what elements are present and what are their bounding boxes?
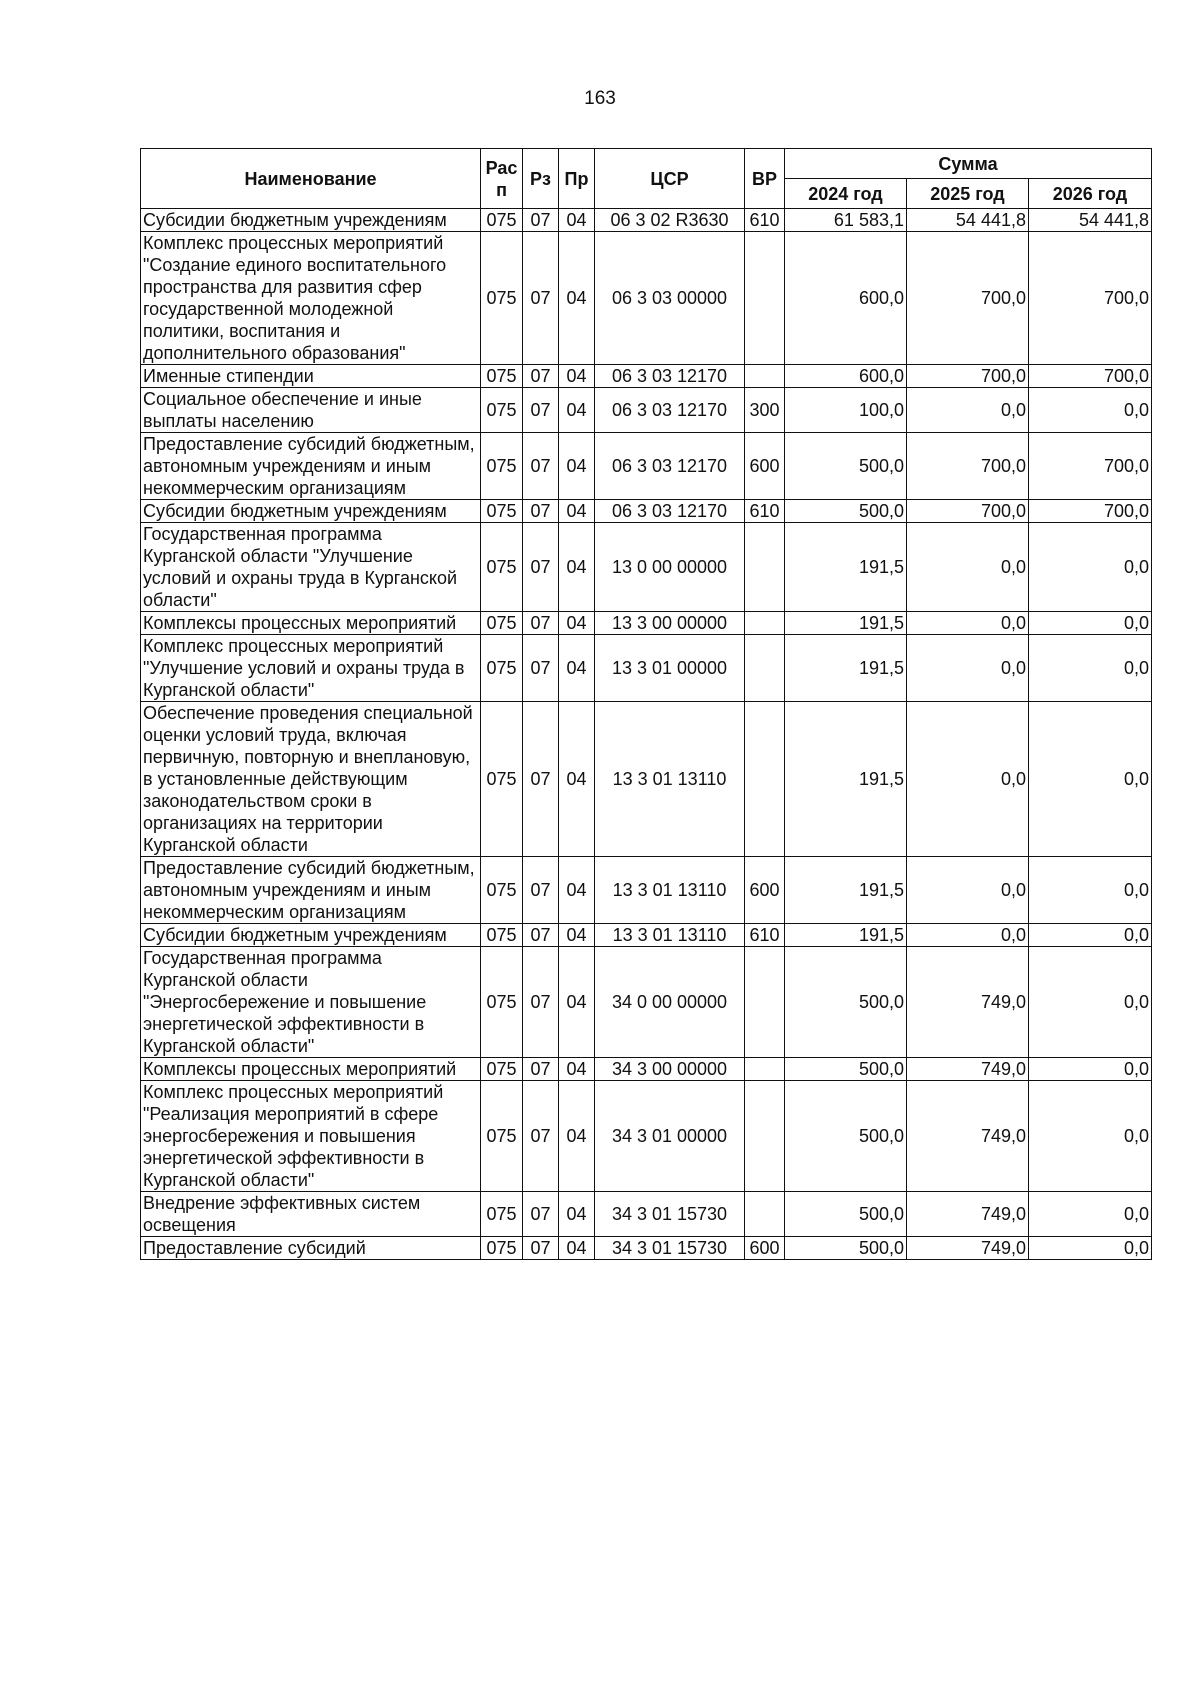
table-row [141, 635, 1152, 702]
row-pr: 04 [559, 232, 595, 365]
table-header [141, 149, 1152, 209]
row-name: Комплексы процессных мероприятий [141, 1058, 481, 1081]
row-rasp: 075 [481, 209, 523, 232]
row-rasp: 075 [481, 523, 523, 612]
row-sum-2026: 0,0 [1029, 947, 1152, 1058]
header-rz: Рз [523, 149, 559, 209]
row-rasp: 075 [481, 924, 523, 947]
row-sum-2026: 0,0 [1029, 1058, 1152, 1081]
row-csr: 06 3 03 12170 [595, 388, 745, 433]
header-2024: 2024 год [785, 179, 907, 209]
budget-table [140, 148, 1152, 1260]
row-sum-2025: 749,0 [907, 1237, 1029, 1260]
row-name: Государственная программа Курганской области "Улучшение условий и охраны труда в Курганской области" [141, 523, 481, 612]
row-vr: 600 [745, 1237, 785, 1260]
row-name: Комплекс процессных мероприятий "Реализация мероприятий в сфере энергосбережения и повышения энергетической эффективности в Курганской области" [141, 1081, 481, 1192]
row-name: Предоставление субсидий бюджетным, автономным учреждениям и иным некоммерческим организациям [141, 857, 481, 924]
table-row [141, 500, 1152, 523]
row-sum-2026: 0,0 [1029, 612, 1152, 635]
row-rz: 07 [523, 209, 559, 232]
row-sum-2024: 500,0 [785, 1192, 907, 1237]
row-sum-2024: 500,0 [785, 433, 907, 500]
row-sum-2026: 0,0 [1029, 702, 1152, 857]
page-number: 163 [584, 88, 616, 109]
row-rasp: 075 [481, 947, 523, 1058]
row-pr: 04 [559, 523, 595, 612]
table-row [141, 433, 1152, 500]
row-sum-2024: 191,5 [785, 924, 907, 947]
row-pr: 04 [559, 612, 595, 635]
row-rz: 07 [523, 924, 559, 947]
row-rz: 07 [523, 1081, 559, 1192]
row-vr [745, 1081, 785, 1192]
row-csr: 13 3 01 00000 [595, 635, 745, 702]
row-name: Обеспечение проведения специальной оценки условий труда, включая первичную, повторную и внеплановую, в установленные действующим законодательством сроки в организациях на территории Курганской области [141, 702, 481, 857]
row-sum-2025: 0,0 [907, 924, 1029, 947]
row-csr: 06 3 03 12170 [595, 433, 745, 500]
row-sum-2025: 0,0 [907, 635, 1029, 702]
header-csr: ЦСР [595, 149, 745, 209]
row-sum-2026: 700,0 [1029, 232, 1152, 365]
row-csr: 34 3 01 15730 [595, 1237, 745, 1260]
row-rasp: 075 [481, 232, 523, 365]
row-sum-2024: 600,0 [785, 232, 907, 365]
table-row [141, 612, 1152, 635]
row-rz: 07 [523, 232, 559, 365]
row-pr: 04 [559, 500, 595, 523]
header-rasp: Рас п [481, 149, 523, 209]
table-row [141, 924, 1152, 947]
row-pr: 04 [559, 433, 595, 500]
row-rz: 07 [523, 523, 559, 612]
row-vr [745, 365, 785, 388]
row-csr: 13 0 00 00000 [595, 523, 745, 612]
row-sum-2025: 700,0 [907, 433, 1029, 500]
row-pr: 04 [559, 857, 595, 924]
row-vr [745, 702, 785, 857]
row-sum-2024: 500,0 [785, 1237, 907, 1260]
table-row [141, 232, 1152, 365]
row-csr: 06 3 03 00000 [595, 232, 745, 365]
row-pr: 04 [559, 1237, 595, 1260]
row-csr: 13 3 00 00000 [595, 612, 745, 635]
header-sum: Сумма [785, 149, 1152, 179]
row-sum-2026: 700,0 [1029, 433, 1152, 500]
row-vr [745, 523, 785, 612]
row-pr: 04 [559, 365, 595, 388]
row-sum-2026: 0,0 [1029, 1192, 1152, 1237]
row-pr: 04 [559, 1081, 595, 1192]
row-rz: 07 [523, 1192, 559, 1237]
row-pr: 04 [559, 635, 595, 702]
row-csr: 06 3 02 R3630 [595, 209, 745, 232]
row-vr [745, 612, 785, 635]
row-sum-2024: 500,0 [785, 947, 907, 1058]
row-rasp: 075 [481, 1192, 523, 1237]
row-sum-2026: 0,0 [1029, 388, 1152, 433]
row-vr [745, 635, 785, 702]
row-rz: 07 [523, 365, 559, 388]
row-rasp: 075 [481, 1058, 523, 1081]
row-sum-2025: 749,0 [907, 1058, 1029, 1081]
row-sum-2024: 500,0 [785, 1058, 907, 1081]
row-pr: 04 [559, 947, 595, 1058]
row-sum-2026: 700,0 [1029, 365, 1152, 388]
table-row [141, 857, 1152, 924]
row-sum-2025: 0,0 [907, 388, 1029, 433]
row-name: Комплексы процессных мероприятий [141, 612, 481, 635]
table-row [141, 1192, 1152, 1237]
row-name: Предоставление субсидий [141, 1237, 481, 1260]
row-vr [745, 1058, 785, 1081]
row-sum-2024: 100,0 [785, 388, 907, 433]
row-vr: 610 [745, 500, 785, 523]
table-row [141, 702, 1152, 857]
row-vr: 610 [745, 924, 785, 947]
row-name: Субсидии бюджетным учреждениям [141, 209, 481, 232]
row-sum-2024: 191,5 [785, 702, 907, 857]
row-name: Комплекс процессных мероприятий "Создание единого воспитательного пространства для развития сфер государственной молодежной политики, воспитания и дополнительного образования" [141, 232, 481, 365]
row-sum-2025: 0,0 [907, 523, 1029, 612]
row-sum-2025: 54 441,8 [907, 209, 1029, 232]
table-row [141, 209, 1152, 232]
table-row [141, 365, 1152, 388]
row-sum-2025: 0,0 [907, 702, 1029, 857]
row-pr: 04 [559, 209, 595, 232]
row-name: Государственная программа Курганской области "Энергосбережение и повышение энергетической эффективности в Курганской области" [141, 947, 481, 1058]
row-name: Именные стипендии [141, 365, 481, 388]
row-rz: 07 [523, 1237, 559, 1260]
row-vr [745, 232, 785, 365]
row-csr: 13 3 01 13110 [595, 857, 745, 924]
row-sum-2025: 749,0 [907, 947, 1029, 1058]
row-name: Социальное обеспечение и иные выплаты населению [141, 388, 481, 433]
row-rasp: 075 [481, 365, 523, 388]
row-rasp: 075 [481, 702, 523, 857]
row-vr [745, 947, 785, 1058]
row-pr: 04 [559, 1192, 595, 1237]
row-vr [745, 1192, 785, 1237]
row-sum-2026: 0,0 [1029, 1237, 1152, 1260]
row-rasp: 075 [481, 1237, 523, 1260]
row-vr: 600 [745, 857, 785, 924]
row-rz: 07 [523, 433, 559, 500]
row-sum-2024: 191,5 [785, 523, 907, 612]
row-rz: 07 [523, 612, 559, 635]
row-csr: 13 3 01 13110 [595, 702, 745, 857]
row-rz: 07 [523, 857, 559, 924]
row-sum-2024: 191,5 [785, 612, 907, 635]
row-sum-2024: 600,0 [785, 365, 907, 388]
row-rasp: 075 [481, 433, 523, 500]
row-rz: 07 [523, 1058, 559, 1081]
row-rasp: 075 [481, 857, 523, 924]
row-sum-2026: 0,0 [1029, 1081, 1152, 1192]
header-pr: Пр [559, 149, 595, 209]
row-sum-2026: 0,0 [1029, 924, 1152, 947]
row-name: Внедрение эффективных систем освещения [141, 1192, 481, 1237]
row-sum-2025: 749,0 [907, 1192, 1029, 1237]
row-rasp: 075 [481, 635, 523, 702]
header-2025: 2025 год [907, 179, 1029, 209]
row-sum-2024: 191,5 [785, 635, 907, 702]
header-name: Наименование [141, 149, 481, 209]
header-vr: ВР [745, 149, 785, 209]
row-sum-2024: 191,5 [785, 857, 907, 924]
row-vr: 300 [745, 388, 785, 433]
row-csr: 13 3 01 13110 [595, 924, 745, 947]
row-sum-2026: 54 441,8 [1029, 209, 1152, 232]
row-sum-2025: 700,0 [907, 365, 1029, 388]
row-csr: 06 3 03 12170 [595, 365, 745, 388]
table-body [141, 209, 1152, 1260]
row-rasp: 075 [481, 1081, 523, 1192]
row-rasp: 075 [481, 612, 523, 635]
row-rz: 07 [523, 500, 559, 523]
header-2026: 2026 год [1029, 179, 1152, 209]
row-rz: 07 [523, 947, 559, 1058]
row-csr: 34 3 00 00000 [595, 1058, 745, 1081]
row-name: Субсидии бюджетным учреждениям [141, 500, 481, 523]
row-csr: 34 3 01 00000 [595, 1081, 745, 1192]
table-row [141, 523, 1152, 612]
row-csr: 06 3 03 12170 [595, 500, 745, 523]
row-csr: 34 3 01 15730 [595, 1192, 745, 1237]
row-sum-2026: 0,0 [1029, 523, 1152, 612]
row-pr: 04 [559, 702, 595, 857]
table-row [141, 947, 1152, 1058]
row-name: Комплекс процессных мероприятий "Улучшение условий и охраны труда в Курганской области" [141, 635, 481, 702]
row-vr: 600 [745, 433, 785, 500]
row-vr: 610 [745, 209, 785, 232]
row-sum-2026: 0,0 [1029, 857, 1152, 924]
row-rz: 07 [523, 635, 559, 702]
row-sum-2024: 61 583,1 [785, 209, 907, 232]
row-pr: 04 [559, 924, 595, 947]
row-sum-2025: 0,0 [907, 612, 1029, 635]
table-row [141, 1081, 1152, 1192]
row-sum-2025: 700,0 [907, 232, 1029, 365]
row-csr: 34 0 00 00000 [595, 947, 745, 1058]
row-rasp: 075 [481, 388, 523, 433]
row-rz: 07 [523, 388, 559, 433]
row-pr: 04 [559, 1058, 595, 1081]
row-rz: 07 [523, 702, 559, 857]
table-row [141, 1237, 1152, 1260]
row-name: Предоставление субсидий бюджетным, автономным учреждениям и иным некоммерческим организациям [141, 433, 481, 500]
row-rasp: 075 [481, 500, 523, 523]
row-sum-2024: 500,0 [785, 1081, 907, 1192]
row-name: Субсидии бюджетным учреждениям [141, 924, 481, 947]
row-sum-2024: 500,0 [785, 500, 907, 523]
row-sum-2025: 700,0 [907, 500, 1029, 523]
row-sum-2025: 0,0 [907, 857, 1029, 924]
table-row [141, 388, 1152, 433]
row-sum-2026: 0,0 [1029, 635, 1152, 702]
row-sum-2025: 749,0 [907, 1081, 1029, 1192]
table-row [141, 1058, 1152, 1081]
row-pr: 04 [559, 388, 595, 433]
row-sum-2026: 700,0 [1029, 500, 1152, 523]
